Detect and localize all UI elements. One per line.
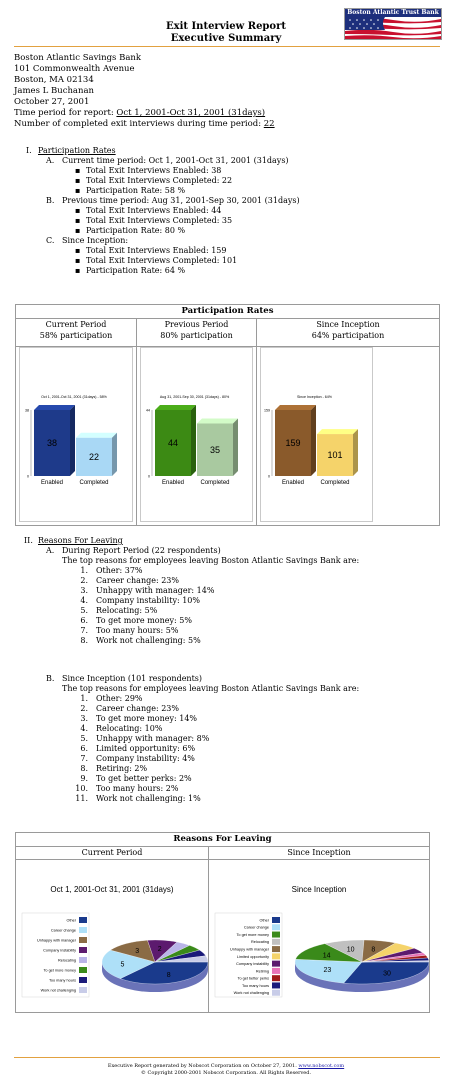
since-inception-cell <box>257 318 439 525</box>
footer-generated-text: Executive Report generated by Nobscot Corporation on October 27, 2001. <box>107 1063 299 1069</box>
list-number: 6. <box>80 616 88 625</box>
bar-category-label: Enabled <box>161 480 185 486</box>
list-number: 4. <box>80 724 88 733</box>
reason-list-item <box>74 636 201 646</box>
reason-list-item <box>74 596 200 606</box>
pie-value-label: 3 <box>135 948 140 956</box>
list-number: 11. <box>75 794 88 803</box>
footer <box>0 1063 452 1077</box>
list-number: 8. <box>80 636 88 645</box>
legend-label: Retiring <box>255 969 269 974</box>
cell-subtitle: 64% participation <box>311 330 385 340</box>
reason-list-item <box>74 764 147 774</box>
list-number: 2. <box>80 704 88 713</box>
list-number: 3. <box>80 586 88 595</box>
list-item: ▪ Total Exit Interviews Completed: 35 <box>86 216 232 226</box>
reason-list-item <box>74 714 197 724</box>
bar-category-label: Completed <box>79 480 109 486</box>
time-period-label: Time period for report: <box>14 108 117 118</box>
reason-list-item <box>74 566 143 576</box>
participation-bar-chart <box>261 348 372 522</box>
legend-swatch <box>272 946 280 952</box>
list-text: Career change: 23% <box>96 576 179 585</box>
person-name: James L Buchanan <box>14 86 95 96</box>
pie-value-label: 5 <box>120 961 125 969</box>
list-text: Work not challenging: 1% <box>96 794 201 803</box>
legend-swatch <box>79 937 87 943</box>
footer-line1 <box>0 1063 452 1070</box>
section2-number: II. <box>24 536 33 545</box>
header-divider <box>14 46 440 47</box>
reasons-table-title: Reasons For Leaving <box>16 833 429 847</box>
bar-top <box>76 433 117 438</box>
y-tick-label: 38 <box>25 408 29 413</box>
report-date: October 27, 2001 <box>14 97 90 107</box>
list-text: To get more money: 5% <box>96 616 192 625</box>
bar-side <box>112 433 117 476</box>
legend-swatch <box>272 975 280 981</box>
y-tick-label: 0 <box>268 474 270 479</box>
legend-swatch <box>272 982 280 988</box>
list-item: ▪ Total Exit Interviews Enabled: 44 <box>86 206 221 216</box>
legend-label: Work not challenging <box>233 991 269 996</box>
item-b-letter: B. <box>46 196 55 205</box>
bar-side <box>191 405 196 476</box>
participation-table-title: Participation Rates <box>16 305 439 319</box>
reason-list-item <box>74 784 178 794</box>
reason-list-item <box>74 586 214 596</box>
section1-title: Participation Rates <box>38 146 116 155</box>
list-item: ▪ Participation Rate: 80 % <box>86 226 185 236</box>
reason-list-item <box>74 744 195 754</box>
section2-title: Reasons For Leaving <box>38 536 123 545</box>
report-title-line1: Exit Interview Report <box>166 21 286 32</box>
list-text: To get better perks: 2% <box>96 774 192 783</box>
cell-subtitle: 58% participation <box>39 330 113 340</box>
group-b-text: Since Inception (101 respondents) <box>62 674 203 683</box>
cell-header <box>16 318 136 347</box>
legend-swatch <box>272 953 280 959</box>
bar-side <box>353 429 358 476</box>
bar-chart-frame <box>260 347 373 522</box>
bar-value-label: 159 <box>285 438 301 448</box>
list-text: Unhappy with manager: 8% <box>96 734 210 743</box>
footer-copyright: © Copyright 2000-2001 Nobscot Corporation. All Rights Reserved. <box>140 1070 312 1076</box>
legend-label: Relocating <box>58 958 76 963</box>
legend-swatch <box>79 947 87 953</box>
reason-list-item <box>74 794 201 804</box>
item-b-text: Previous time period: Aug 31, 2001-Sep 30, 2001 (31days) <box>62 196 300 205</box>
bar-value-label: 35 <box>209 444 221 455</box>
legend-label: Company instability <box>236 962 269 967</box>
nobscot-link[interactable]: www.nobscot.com <box>298 1063 345 1069</box>
list-number: 5. <box>80 606 88 615</box>
legend-swatch <box>79 987 87 993</box>
list-text: Company instability: 10% <box>96 596 200 605</box>
bar-category-label: Completed <box>200 480 230 486</box>
pie-title: Oct 1, 2001-Oct 31, 2001 (31days) <box>50 885 174 894</box>
legend-label: Career change <box>243 925 269 930</box>
bar-top <box>197 419 238 424</box>
list-text: Career change: 23% <box>96 704 179 713</box>
list-item: ▪ Participation Rate: 64 % <box>86 266 185 276</box>
list-text: Work not challenging: 5% <box>96 636 201 645</box>
list-text: Too many hours: 5% <box>96 626 179 635</box>
list-number: 10. <box>75 784 88 793</box>
legend-swatch <box>272 990 280 996</box>
pie-value-label: 30 <box>383 970 391 978</box>
interview-count-label: Number of completed exit interviews during time period: <box>14 119 264 129</box>
legend-label: Unhappy with manager <box>36 938 76 943</box>
bar-top <box>317 429 358 434</box>
cell-subtitle: 80% participation <box>160 330 233 340</box>
reason-list-item <box>74 576 179 586</box>
list-number: 5. <box>80 734 88 743</box>
bank-name: Boston Atlantic Savings Bank <box>14 53 142 63</box>
list-text: Too many hours: 2% <box>96 784 179 793</box>
cell-title: Previous Period <box>164 320 229 329</box>
legend-label: Limited opportunity <box>236 954 269 959</box>
reason-list-item <box>74 694 143 704</box>
legend-label: Too many hours <box>48 978 76 983</box>
y-tick-label: 159 <box>264 408 270 413</box>
bank-logo <box>344 8 442 40</box>
cell-header <box>137 318 256 347</box>
pie-value-label: 10 <box>346 946 355 954</box>
reasons-pie-chart <box>16 860 208 1013</box>
legend-label: To get better perks <box>237 976 269 981</box>
section-participation-rates <box>0 146 452 296</box>
legend-swatch <box>272 924 280 930</box>
cell-header <box>257 318 439 347</box>
list-number: 1. <box>80 694 88 703</box>
legend-swatch <box>272 932 280 938</box>
group-a-text: During Report Period (22 respondents) <box>62 546 221 555</box>
list-number: 2. <box>80 576 88 585</box>
list-number: 7. <box>80 626 88 635</box>
bar-value-label: 22 <box>88 451 100 462</box>
pie-title: Since Inception <box>291 885 347 894</box>
participation-rates-table <box>15 304 440 526</box>
bar-value-label: 44 <box>167 438 179 448</box>
group-b-intro: The top reasons for employees leaving Boston Atlantic Savings Bank are: <box>62 684 360 693</box>
cell-title: Current Period <box>45 320 107 329</box>
pie-value-label: 8 <box>371 946 376 954</box>
bar-side <box>311 405 316 476</box>
legend-label: Career change <box>50 928 76 933</box>
reason-list-item <box>74 704 179 714</box>
list-text: Unhappy with manager: 14% <box>96 586 215 595</box>
cell-title: Current Period <box>16 846 208 860</box>
flag-icon <box>345 17 441 39</box>
footer-divider <box>14 1057 440 1058</box>
bar-category-label: Enabled <box>40 480 64 486</box>
list-text: Retiring: 2% <box>96 764 148 773</box>
list-text: To get more money: 14% <box>96 714 198 723</box>
list-number: 3. <box>80 714 88 723</box>
bar-side <box>70 405 75 476</box>
legend-label: To get more money <box>236 932 269 937</box>
interview-count-value: 22 <box>263 119 275 129</box>
y-tick-label: 0 <box>27 474 29 479</box>
bar-top <box>34 405 75 410</box>
time-period-row <box>14 108 275 119</box>
reason-list-item <box>74 606 157 616</box>
bar-value-label: 101 <box>327 450 343 461</box>
section1-number: I. <box>26 146 32 155</box>
chart-title: Oct 1, 2001-Oct 31, 2001 (31days) - 58% <box>41 395 107 399</box>
legend-swatch <box>272 961 280 967</box>
y-tick-label: 0 <box>148 474 150 479</box>
reasons-pie-chart <box>209 860 429 1013</box>
address-line1: 101 Commonwealth Avenue <box>14 64 135 74</box>
legend-swatch <box>272 968 280 974</box>
legend-swatch <box>79 917 87 923</box>
list-item: ▪ Total Exit Interviews Enabled: 38 <box>86 166 221 176</box>
group-b-letter: B. <box>46 674 55 683</box>
time-period-value: Oct 1, 2001-Oct 31, 2001 (31days) <box>116 108 266 118</box>
list-number: 4. <box>80 596 88 605</box>
list-number: 1. <box>80 566 88 575</box>
list-text: Company instability: 4% <box>96 754 195 763</box>
list-number: 8. <box>80 764 88 773</box>
list-item: ▪ Total Exit Interviews Completed: 22 <box>86 176 232 186</box>
list-text: Other: 29% <box>96 694 143 703</box>
bar-value-label: 38 <box>46 438 58 448</box>
bar-side <box>233 419 238 477</box>
legend-label: Relocating <box>251 940 269 945</box>
group-a-intro: The top reasons for employees leaving Boston Atlantic Savings Bank are: <box>62 556 360 565</box>
list-text: Other: 37% <box>96 566 143 575</box>
group-a-letter: A. <box>46 546 55 555</box>
legend-label: Other <box>66 918 76 923</box>
legend-label: Other <box>259 918 269 923</box>
interview-count-row <box>14 119 275 130</box>
bar-chart-frame <box>19 347 133 522</box>
chart-title: Aug 31, 2001-Sep 30, 2001 (31days) - 80% <box>159 395 230 399</box>
legend-swatch <box>79 927 87 933</box>
list-item: ▪ Total Exit Interviews Completed: 101 <box>86 256 237 266</box>
reason-list-item <box>74 754 195 764</box>
reason-list-item <box>74 724 162 734</box>
item-a-letter: A. <box>46 156 55 165</box>
legend-label: To get more money <box>43 968 76 973</box>
list-number: 9. <box>80 774 88 783</box>
list-item: ▪ Participation Rate: 58 % <box>86 186 185 196</box>
list-number: 7. <box>80 754 88 763</box>
cell-title: Since Inception <box>316 320 380 329</box>
legend-swatch <box>79 967 87 973</box>
legend-swatch <box>79 957 87 963</box>
section-reasons-for-leaving <box>0 536 452 826</box>
legend-label: Too many hours <box>241 983 269 988</box>
reason-list-item <box>74 734 209 744</box>
current-period-cell <box>16 318 136 525</box>
list-text: Relocating: 5% <box>96 606 158 615</box>
item-a-text: Current time period: Oct 1, 2001-Oct 31, 2001 (31days) <box>62 156 289 165</box>
legend-label: Work not challenging <box>40 988 76 993</box>
legend-swatch <box>272 917 280 923</box>
bar-top <box>155 405 196 410</box>
since-inception-pie-cell <box>209 846 429 1012</box>
legend-swatch <box>79 977 87 983</box>
bar-category-label: Completed <box>320 480 350 486</box>
bar-chart-frame <box>140 347 253 522</box>
participation-bar-chart <box>141 348 252 522</box>
pie-value-label: 2 <box>157 945 162 953</box>
report-title-line2: Executive Summary <box>170 33 282 44</box>
pie-value-label: 23 <box>323 967 332 975</box>
report-header-info <box>14 53 275 130</box>
legend-swatch <box>272 939 280 945</box>
y-tick-label: 44 <box>146 408 150 413</box>
cell-title: Since Inception <box>209 846 429 860</box>
pie-value-label: 8 <box>166 971 171 979</box>
logo-text: Boston Atlantic Trust Bank <box>345 9 441 17</box>
legend-label: Unhappy with manager <box>229 947 269 952</box>
reasons-for-leaving-table <box>15 832 430 1013</box>
list-number: 6. <box>80 744 88 753</box>
reason-list-item <box>74 626 178 636</box>
list-text: Relocating: 10% <box>96 724 163 733</box>
participation-bar-chart <box>20 348 132 522</box>
bar-top <box>275 405 316 410</box>
address-line2: Boston, MA 02134 <box>14 75 94 85</box>
bar-category-label: Enabled <box>281 480 305 486</box>
item-c-letter: C. <box>46 236 55 245</box>
chart-title: Since Inception - 64% <box>297 395 332 399</box>
pie-value-label: 14 <box>322 952 331 960</box>
item-c-text: Since Inception: <box>62 236 129 245</box>
legend-label: Company instability <box>43 948 76 953</box>
reason-list-item <box>74 616 192 626</box>
list-text: Limited opportunity: 6% <box>96 744 196 753</box>
list-item: ▪ Total Exit Interviews Enabled: 159 <box>86 246 226 256</box>
reason-list-item <box>74 774 192 784</box>
legend-box <box>22 913 89 997</box>
current-period-pie-cell <box>16 846 208 1012</box>
previous-period-cell <box>137 318 256 525</box>
